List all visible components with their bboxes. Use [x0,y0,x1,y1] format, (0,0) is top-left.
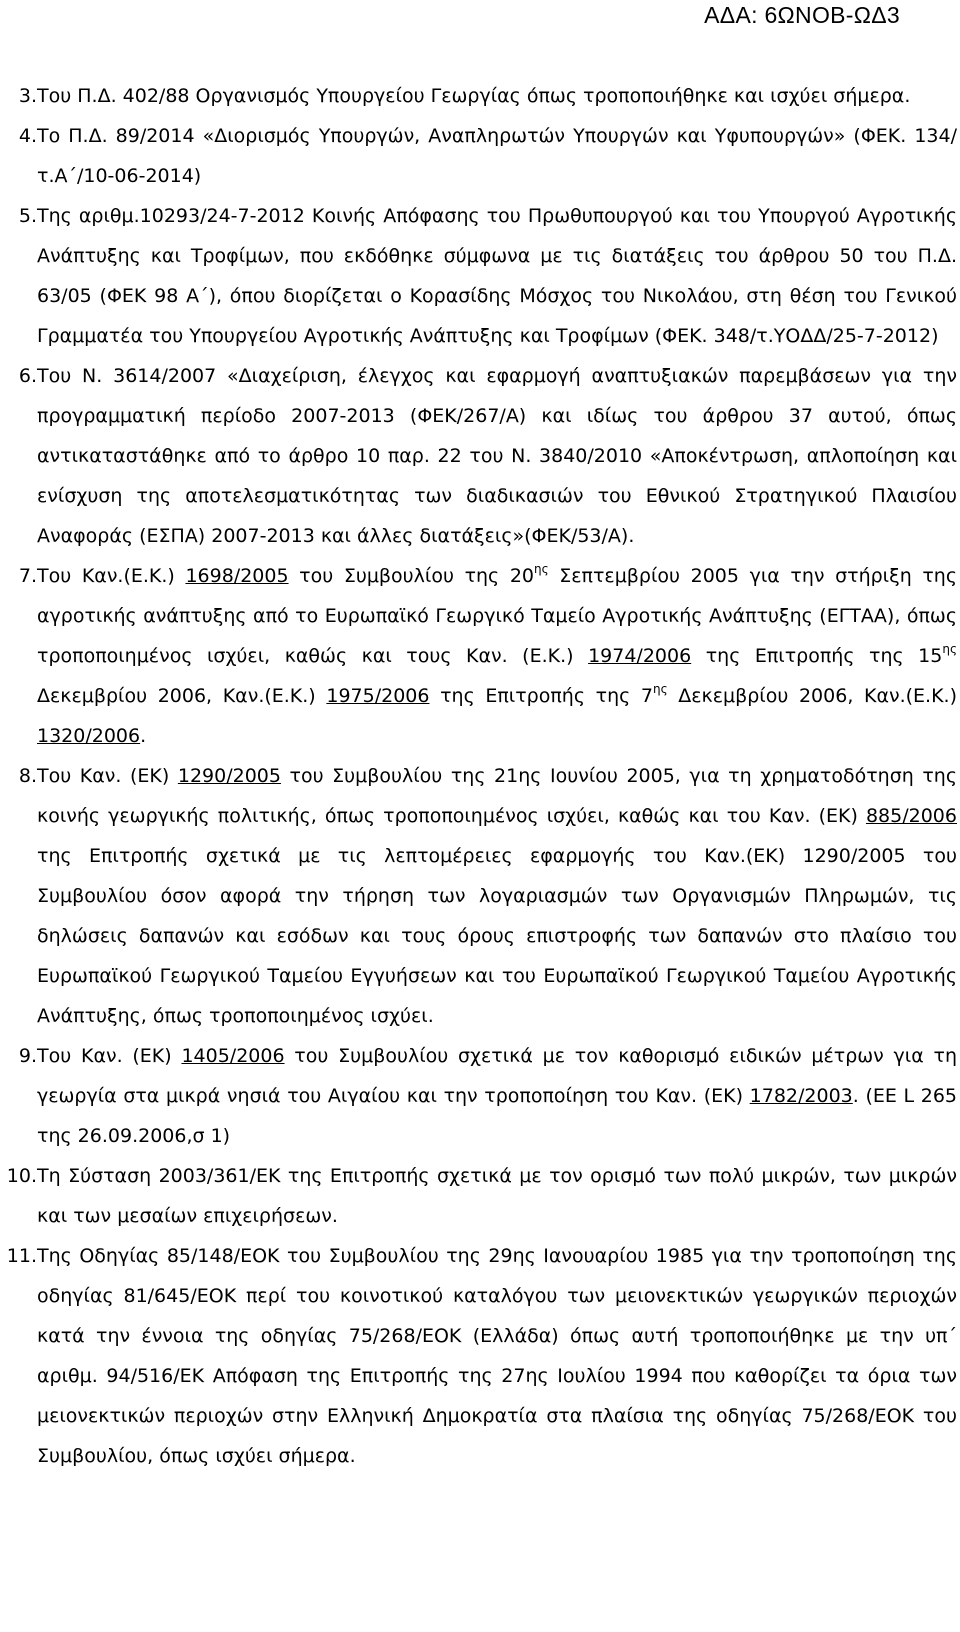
item-text: Του Καν. (ΕΚ) 1290/2005 του Συμβουλίου της 21ης Ιουνίου 2005, για τη χρηματοδότηση της κοινής γεωργικής πολιτικής, όπως τροποποιημένος ισχύει, καθώς και του Καν. (ΕΚ) 885/2006 της Επιτροπής σχετικά με τις λεπτομέρειες εφαρμογής του Καν.(ΕΚ) 1290/2005 του Συμβουλίου όσον αφορά την τήρηση των λογαριασμών των Οργανισμών Πληρωμών, τις δηλώσεις δαπανών και εσόδων και τους όρους επιστροφής των δαπανών στο πλαίσιο του Ευρωπαϊκού Γεωργικού Ταμείου Εγγυήσεων και του Ευρωπαϊκού Γεωργικού Ταμείου Αγροτικής Ανάπτυξης, όπως τροποποιημένος ισχύει. [37,765,957,1027]
regulation-reference: 1405/2006 [181,1045,285,1067]
item-text: Της Οδηγίας 85/148/ΕΟΚ του Συμβουλίου της 29ης Ιανουαρίου 1985 για την τροποποίηση της οδηγίας 81/645/ΕΟΚ περί του κοινοτικού καταλόγου των μειονεκτικών γεωργικών περιοχών κατά την έννοια της οδηγίας 75/268/ΕΟΚ (Ελλάδα) όπως αυτή τροποποιήθηκε με την υπ΄ αριθμ. 94/516/ΕΚ Απόφαση της Επιτροπής της 27ης Ιουλίου 1994 που καθορίζει τα όρια των μειονεκτικών περιοχών στην Ελληνική Δημοκρατία στα πλαίσια της οδηγίας 75/268/ΕΟΚ του Συμβουλίου, όπως ισχύει σήμερα. [37,1245,957,1467]
item-number: 5. [18,205,37,227]
regulation-reference: 1698/2005 [185,565,289,587]
list-item [0,116,960,196]
item-number: 10. [6,1165,37,1187]
item-number: 11. [6,1245,37,1267]
item-text: Του Καν. (ΕΚ) 1405/2006 του Συμβουλίου σχετικά με τον καθορισμό ειδικών μέτρων για τη γεωργία στα μικρά νησιά του Αιγαίου και την τροποποίηση του Καν. (ΕΚ) 1782/2003. (ΕΕ L 265 της 26.09.2006,σ 1) [37,1045,957,1147]
list-item [0,756,960,1036]
item-text: Τη Σύσταση 2003/361/ΕΚ της Επιτροπής σχετικά με τον ορισμό των πολύ μικρών, των μικρών και των μεσαίων επιχειρήσεων. [37,1165,957,1227]
item-number: 7. [18,565,37,587]
ada-document-code: ΑΔΑ: 6ΩΝΟΒ-ΩΔ3 [704,2,900,28]
item-number: 8. [18,765,37,787]
list-item [0,1156,960,1236]
item-text: Του Καν.(Ε.Κ.) 1698/2005 του Συμβουλίου της $20^{\eta\varsigma}$ Σεπτεμβρίου 2005 για την στήριξη της αγροτικής ανάπτυξης από το Ευρωπαϊκό Γεωργικό Ταμείο Αγροτικής Ανάπτυξης (ΕΓΤΑΑ), όπως τροποποιημένος ισχύει, καθώς και τους Καν. (Ε.Κ.) 1974/2006 της Επιτροπής της $15^{\eta\varsigma}$ Δεκεμβρίου 2006, Καν.(Ε.Κ.) 1975/2006 της Επιτροπής της $7^{\eta\varsigma}$ Δεκεμβρίου 2006, Καν.(Ε.Κ.) 1320/2006. [37,562,957,747]
list-item [0,356,960,556]
regulation-reference: 1290/2005 [177,765,281,787]
regulation-reference: 885/2006 [865,805,957,827]
ordinal-suffix: ης [942,642,957,656]
item-number: 4. [18,125,37,147]
regulation-reference: 1320/2006 [37,725,141,747]
ordinal-suffix: ης [534,562,549,576]
item-number: 3. [18,85,37,107]
list-item [0,1036,960,1156]
regulation-reference: 1974/2006 [588,645,692,667]
item-text: Της αριθμ.10293/24-7-2012 Κοινής Απόφασης του Πρωθυπουργού και του Υπουργού Αγροτικής Ανάπτυξης και Τροφίμων, που εκδόθηκε σύμφωνα με τις διατάξεις του άρθρου 50 του Π.Δ. 63/05 (ΦΕΚ 98 Α΄), όπου διορίζεται ο Κορασίδης Μόσχος του Νικολάου, στη θέση του Γενικού Γραμματέα του Υπουργείου Αγροτικής Ανάπτυξης και Τροφίμων (ΦΕΚ. 348/τ.ΥΟΔΔ/25-7-2012) [37,205,957,347]
list-item [0,1236,960,1476]
item-number: 6. [18,365,37,387]
item-number: 9. [18,1045,37,1067]
item-text: Το Π.Δ. 89/2014 «Διορισμός Υπουργών, Αναπληρωτών Υπουργών και Υφυπουργών» (ΦΕΚ. 134/τ.Α΄/10-06-2014) [37,125,957,187]
item-text: Του Π.Δ. 402/88 Οργανισμός Υπουργείου Γεωργίας όπως τροποποιήθηκε και ισχύει σήμερα. [37,85,911,107]
regulation-reference: 1782/2003 [749,1085,853,1107]
item-text: Του Ν. 3614/2007 «Διαχείριση, έλεγχος και εφαρμογή αναπτυξιακών παρεμβάσεων για την προγραμματική περίοδο 2007-2013 (ΦΕΚ/267/Α) και ιδίως του άρθρου 37 αυτού, όπως αντικαταστάθηκε από το άρθρο 10 παρ. 22 του Ν. 3840/2010 «Αποκέντρωση, απλοποίηση και ενίσχυση της αποτελεσματικότητας των διαδικασιών του Εθνικού Στρατηγικού Πλαισίου Αναφοράς (ΕΣΠΑ) 2007-2013 και άλλες διατάξεις»(ΦΕΚ/53/Α). [37,365,957,547]
ordinal-suffix: ης [652,682,668,696]
list-item [0,196,960,356]
list-item [0,76,960,116]
regulation-reference: 1975/2006 [326,685,430,707]
legal-references-list [0,76,960,1476]
list-item [0,556,960,756]
